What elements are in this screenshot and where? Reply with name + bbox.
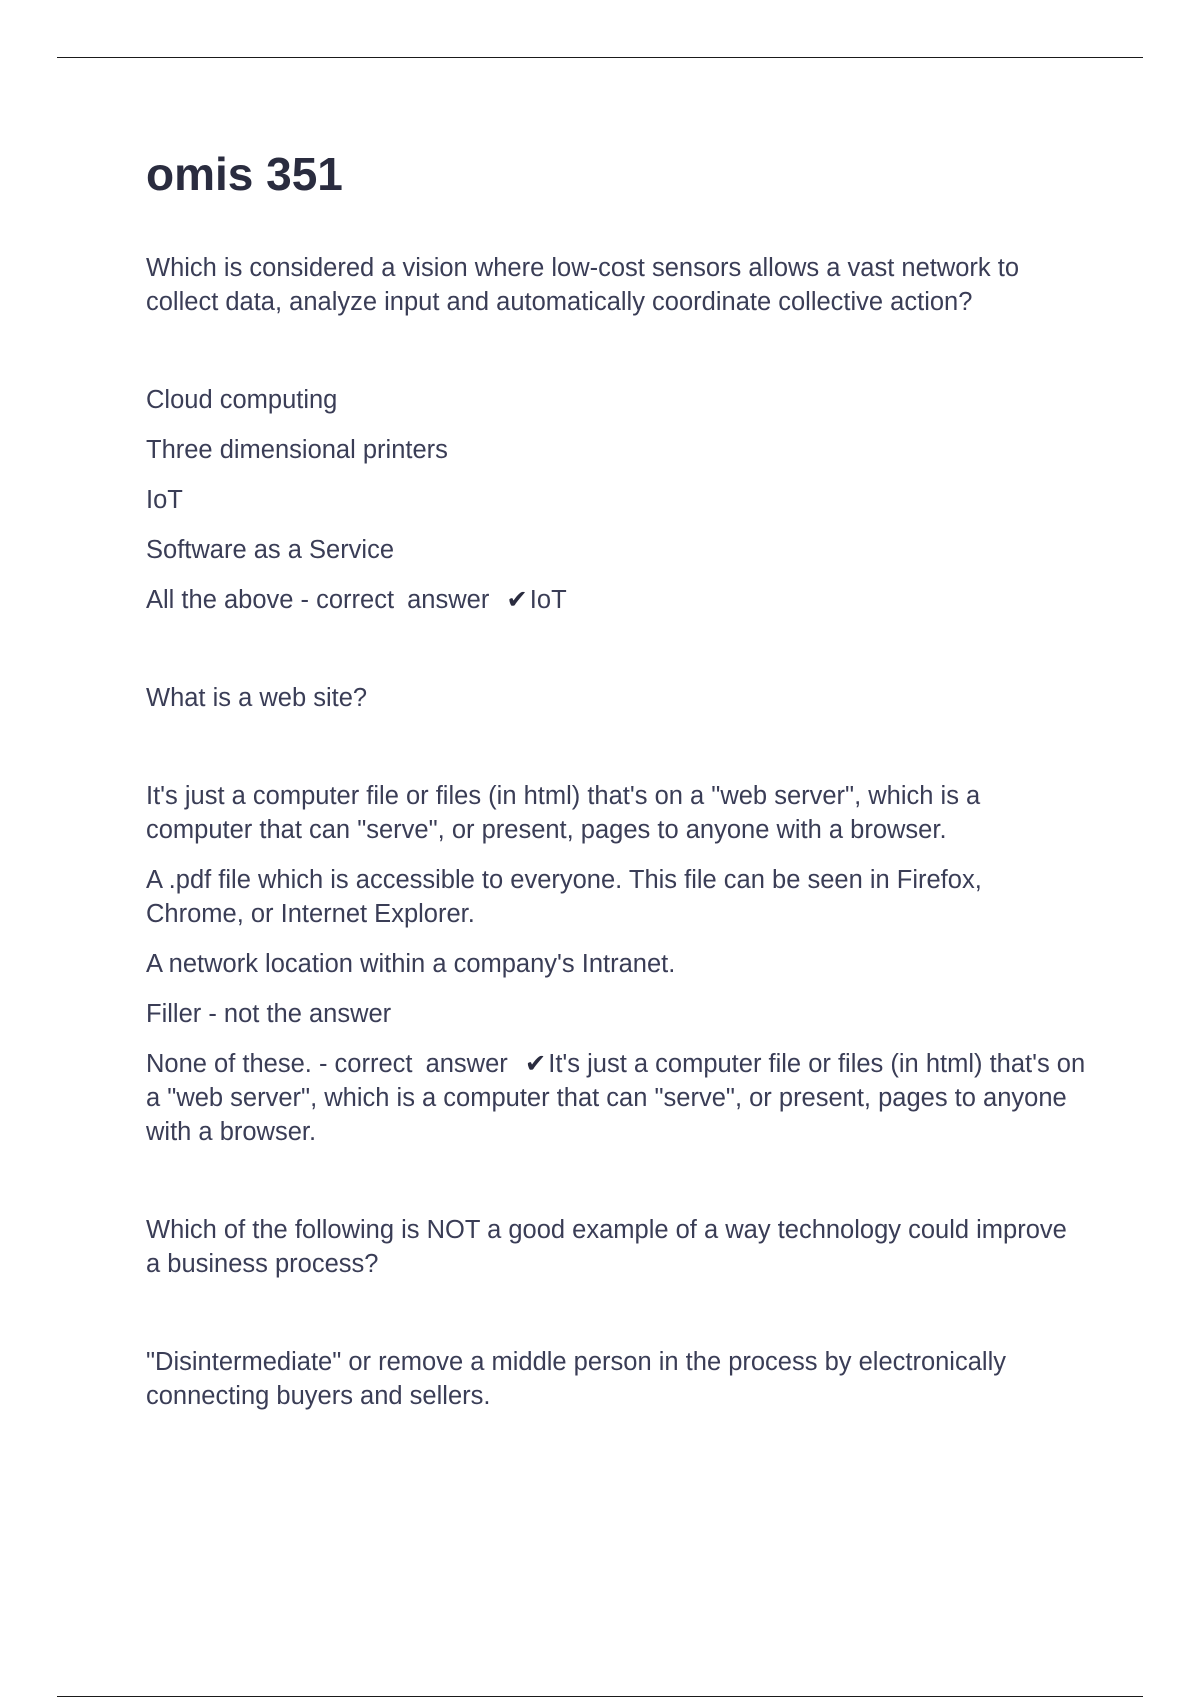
- checkmark-icon: ✔: [506, 586, 528, 614]
- option-item-with-answer: [146, 583, 1086, 617]
- question-block-3: [146, 1213, 1086, 1413]
- option-item: Three dimensional printers: [146, 436, 448, 464]
- question-text: What is a web site?: [146, 684, 368, 712]
- option-list: [146, 779, 1086, 1149]
- answer-label: answer: [407, 586, 490, 614]
- option-item: IoT: [146, 486, 183, 514]
- last-option-text: None of these. - correct: [146, 1050, 413, 1078]
- checkmark-icon: ✔: [524, 1050, 547, 1078]
- option-list: [146, 383, 1086, 617]
- option-item: A .pdf file which is accessible to everyone. This file can be seen in Firefox, Chrome, or Internet Explorer.: [146, 866, 982, 928]
- question-block-2: [146, 681, 1086, 1149]
- option-item: Software as a Service: [146, 536, 395, 564]
- option-item: Filler - not the answer: [146, 1000, 392, 1028]
- option-item: It's just a computer file or files (in html) that's on a "web server", which is a computer that can "serve", or present, pages to anyone with a browser.: [146, 782, 981, 844]
- answer-label: answer: [425, 1050, 508, 1078]
- option-item: Cloud computing: [146, 386, 338, 414]
- option-item: "Disintermediate" or remove a middle person in the process by electronically connecting buyers and sellers.: [146, 1348, 1006, 1410]
- question-text: Which is considered a vision where low-cost sensors allows a vast network to collect data, analyze input and automatically coordinate collective action?: [146, 254, 1020, 316]
- page-title: omis 351: [146, 148, 343, 200]
- top-divider: [57, 57, 1143, 58]
- document-body: [146, 251, 1086, 1429]
- question-block-1: [146, 251, 1086, 617]
- option-list: [146, 1345, 1086, 1413]
- last-option-text: All the above - correct: [146, 586, 395, 614]
- option-item-with-answer: [146, 1047, 1086, 1149]
- bottom-divider: [57, 1696, 1143, 1697]
- option-item: A network location within a company's Intranet.: [146, 950, 676, 978]
- correct-answer: IoT: [529, 586, 567, 614]
- question-text: Which of the following is NOT a good example of a way technology could improve a business process?: [146, 1216, 1067, 1278]
- correct-answer: It's just a computer file or files (in html) that's on a "web server", which is a computer that can "serve", or present, pages to anyone with a browser.: [146, 1050, 1086, 1146]
